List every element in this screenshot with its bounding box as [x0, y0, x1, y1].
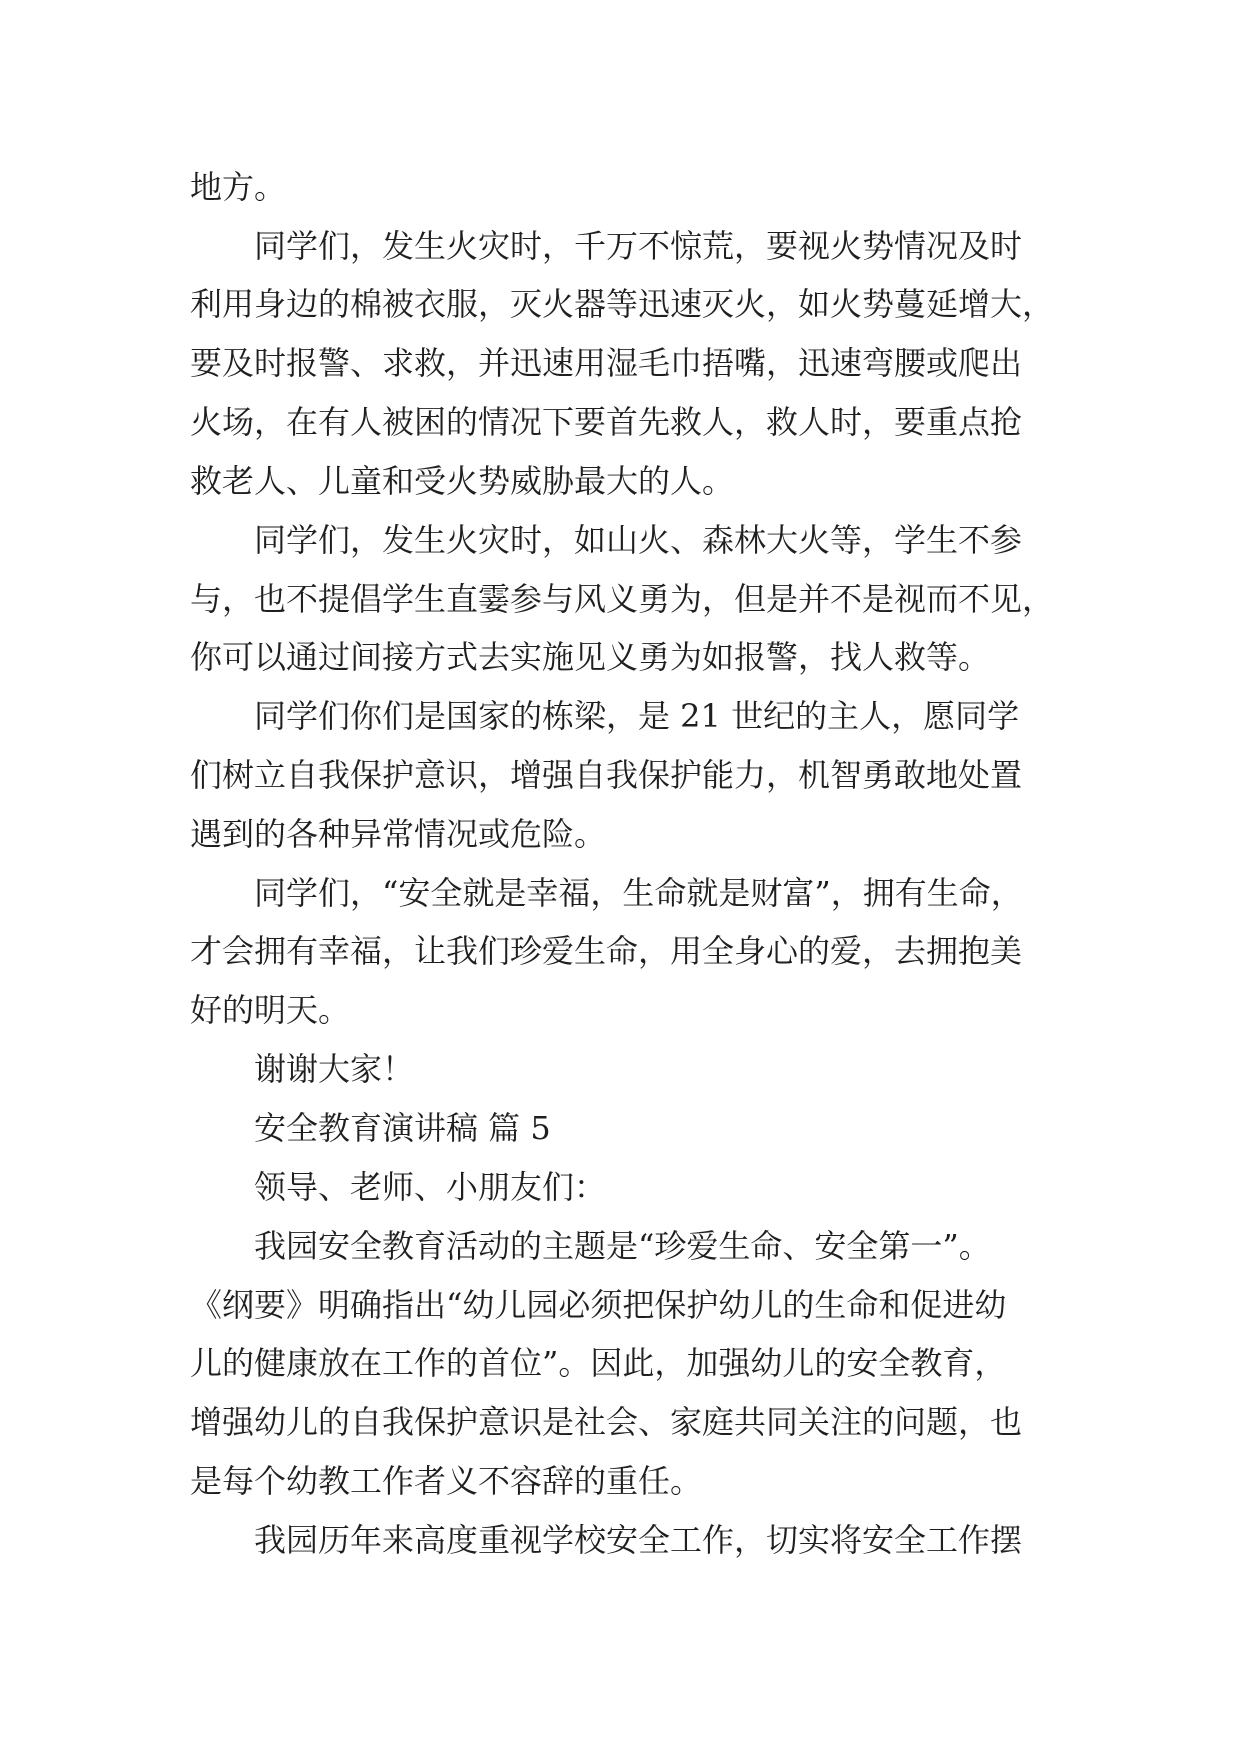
text-line: 同学们，“安全就是幸福，生命就是财富”，拥有生命， [254, 874, 1023, 912]
text-line: 们树立自我保护意识，增强自我保护能力，机智勇敢地处置 [190, 756, 1023, 794]
text-line: 与，也不提倡学生直霎参与风义勇为，但是并不是视而不见， [190, 580, 1055, 618]
text-line: 儿的健康放在工作的首位”。因此，加强幼儿的安全教育， [190, 1344, 1007, 1382]
text-line: 《纲要》明确指出“幼儿园必须把保护幼儿的生命和促进幼 [190, 1286, 1007, 1324]
text-line: 领导、老师、小朋友们： [254, 1168, 607, 1206]
text-line: 利用身边的棉被衣服，灭火器等迅速灭火，如火势蔓延增大， [190, 285, 1055, 323]
text-line: 同学们，发生火灾时，千万不惊荒，要视火势情况及时 [254, 227, 1023, 265]
text-line: 要及时报警、求救，并迅速用湿毛巾捂嘴，迅速弯腰或爬出 [190, 344, 1023, 382]
text-line: 你可以通过间接方式去实施见义勇为如报警，找人救等。 [190, 638, 991, 676]
text-line: 同学们你们是国家的栋梁，是 21 世纪的主人，愿同学 [254, 697, 1020, 735]
text-line: 才会拥有幸福，让我们珍爱生命，用全身心的爱，去拥抱美 [190, 932, 1023, 970]
text-line: 增强幼儿的自我保护意识是社会、家庭共同关注的问题，也 [190, 1403, 1023, 1441]
text-line: 我园安全教育活动的主题是“珍爱生命、安全第一”。 [254, 1227, 991, 1265]
text-line: 好的明天。 [190, 991, 351, 1029]
text-line: 地方。 [190, 168, 287, 206]
text-line: 同学们，发生火灾时，如山火、森林大火等，学生不参 [254, 521, 1023, 559]
text-line: 安全教育演讲稿 篇 5 [254, 1109, 551, 1147]
text-line: 救老人、儿童和受火势威胁最大的人。 [190, 462, 735, 500]
text-line: 谢谢大家！ [254, 1050, 415, 1088]
text-line: 是每个幼教工作者义不容辞的重任。 [190, 1462, 703, 1500]
text-line: 火场，在有人被困的情况下要首先救人，救人时，要重点抢 [190, 403, 1023, 441]
text-line: 遇到的各种异常情况或危险。 [190, 815, 607, 853]
text-line: 我园历年来高度重视学校安全工作，切实将安全工作摆 [254, 1521, 1023, 1559]
